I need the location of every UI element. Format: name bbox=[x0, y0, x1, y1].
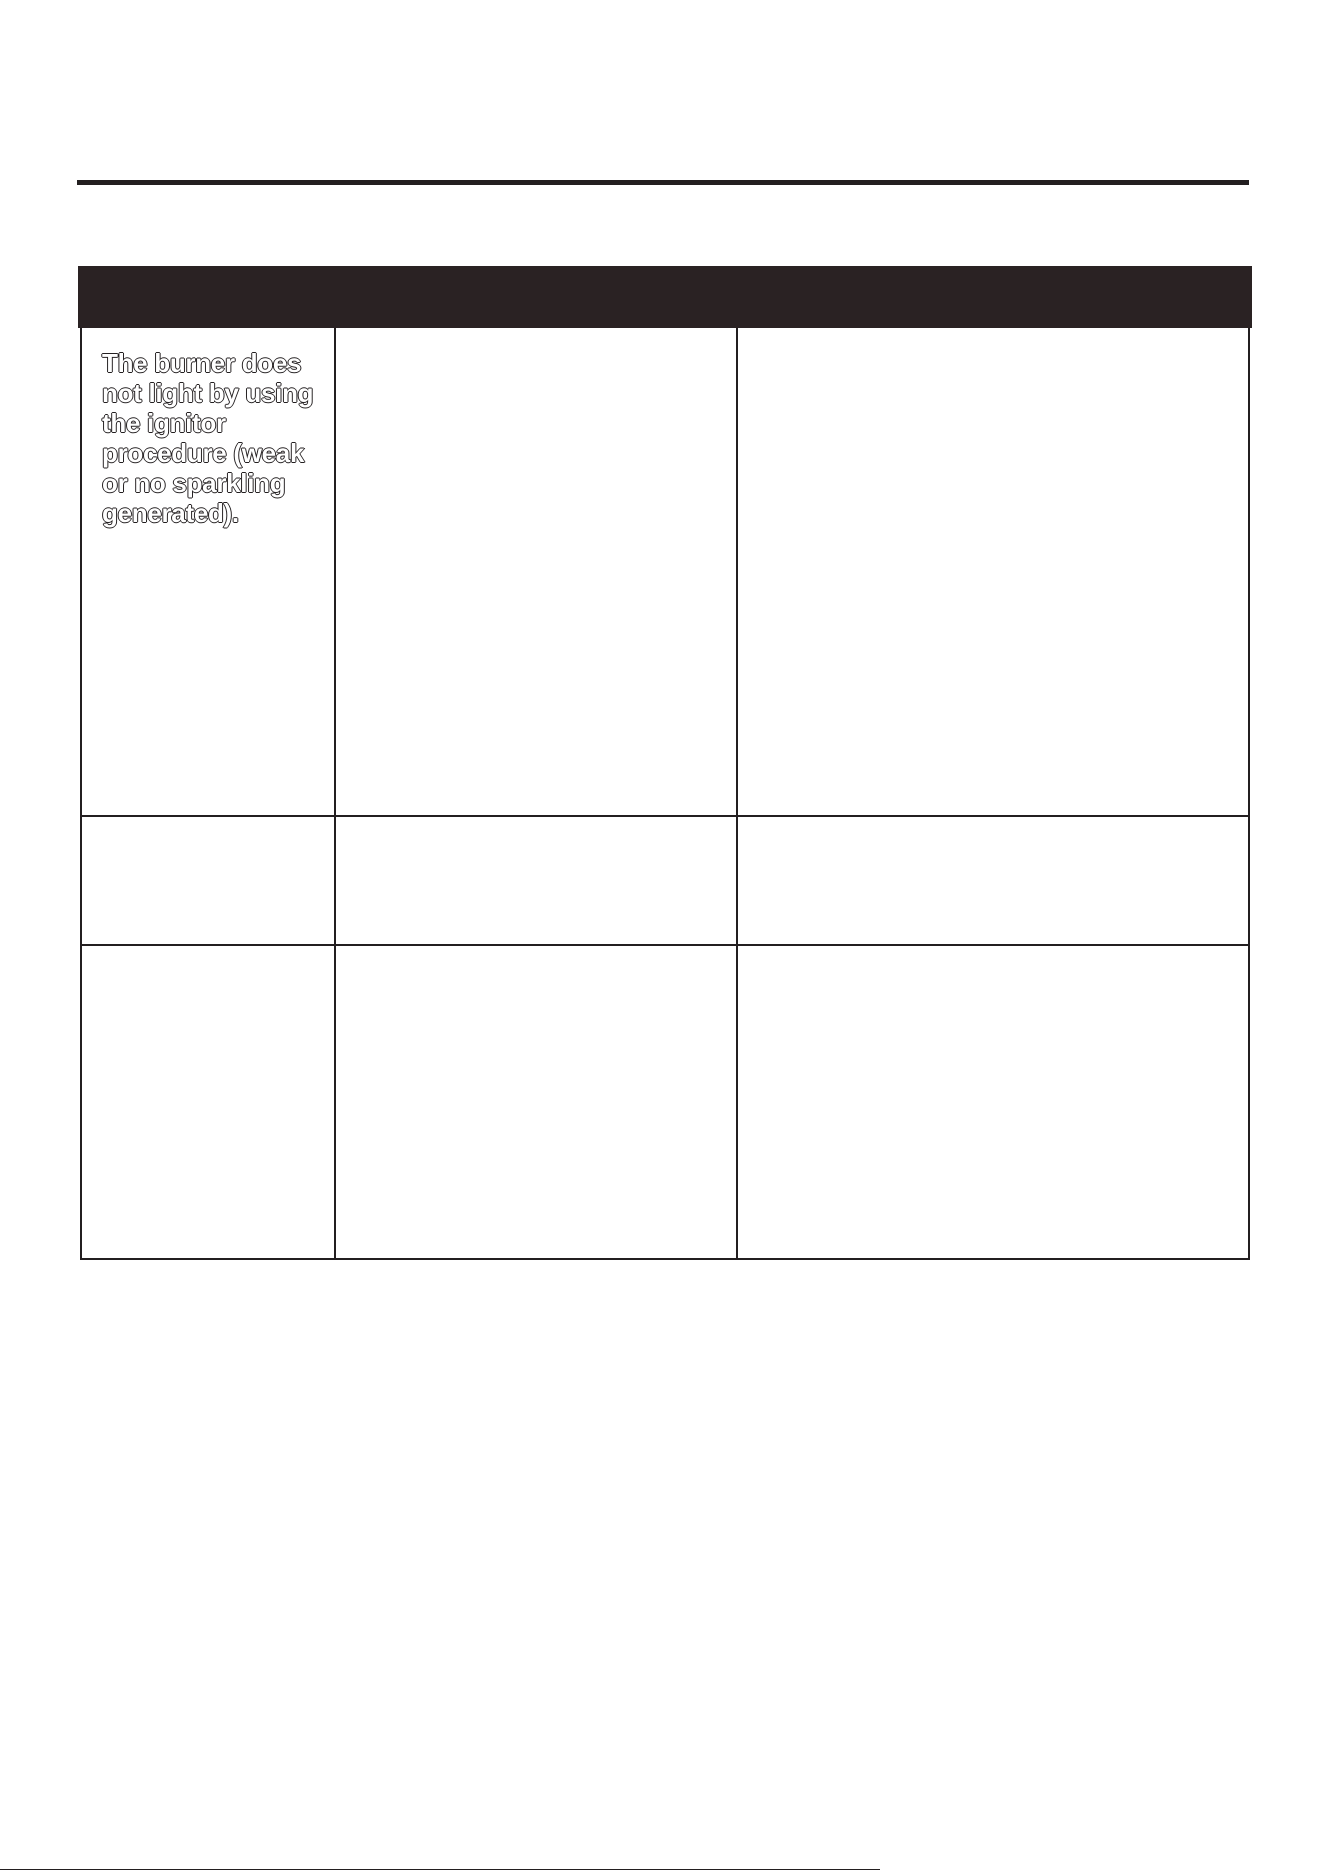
row-divider-1 bbox=[82, 815, 1248, 817]
footer-divider bbox=[0, 1869, 880, 1870]
column-divider-2 bbox=[736, 328, 738, 1258]
column-divider-1 bbox=[334, 328, 336, 1258]
table-body bbox=[80, 328, 1250, 1260]
table-header-bar bbox=[78, 266, 1252, 328]
top-divider bbox=[77, 180, 1249, 185]
row-divider-2 bbox=[82, 944, 1248, 946]
problem-cell: The burner does not light by using the ignitor procedure (weak or no sparkling generated). bbox=[102, 348, 314, 528]
